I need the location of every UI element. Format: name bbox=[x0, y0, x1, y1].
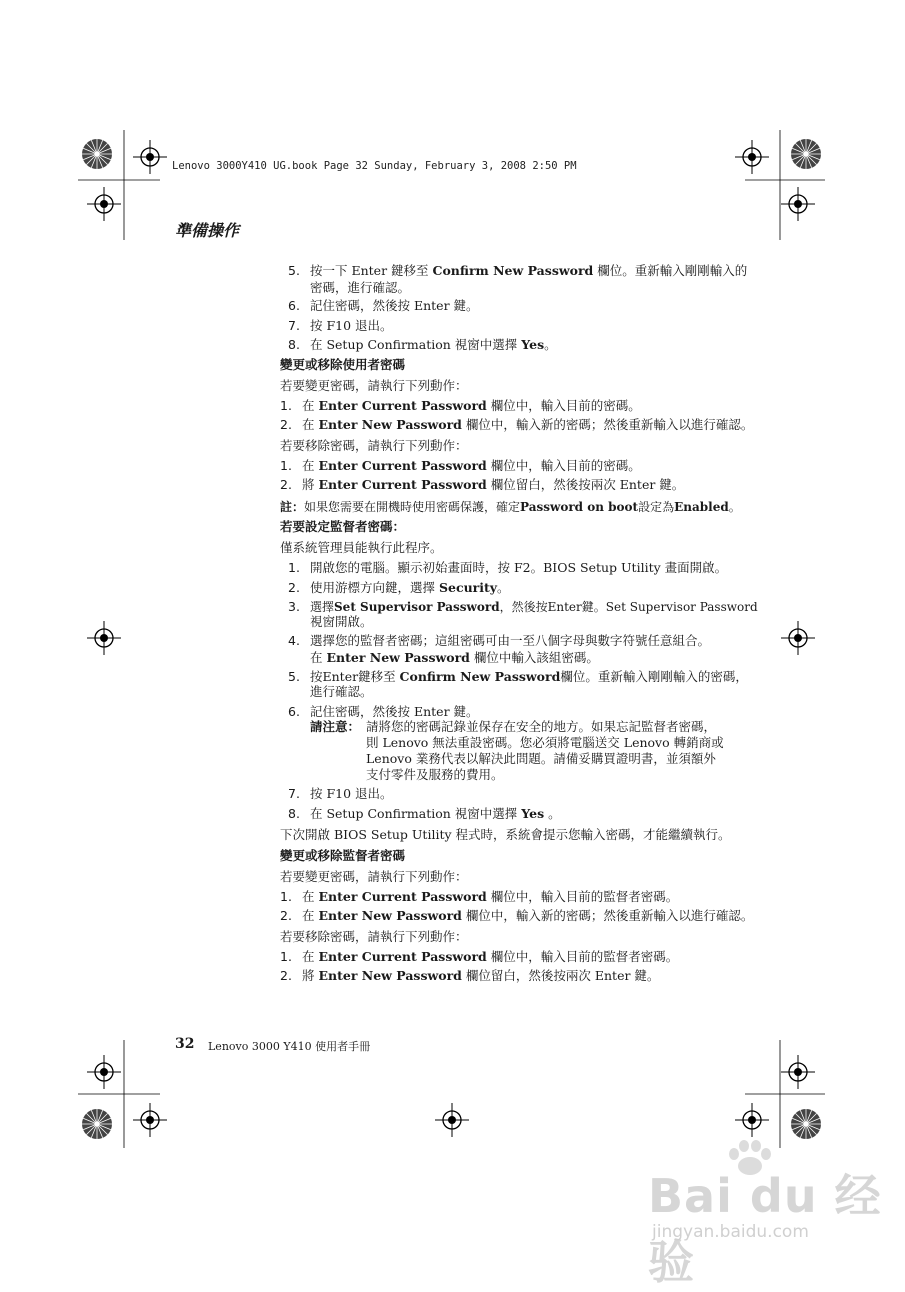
paragraph: 若要變更密碼，請執行下列動作： bbox=[280, 869, 468, 884]
list-item: 將 Enter New Password 欄位留白，然後按兩次 Enter 鍵。 bbox=[302, 968, 660, 983]
registration-mark-icon bbox=[87, 1055, 121, 1089]
list-item: 在 Setup Confirmation 視窗中選擇 Yes 。 bbox=[310, 806, 561, 821]
list-item: 記住密碼，然後按 Enter 鍵。 bbox=[310, 298, 479, 313]
step-number: 1. bbox=[280, 398, 292, 413]
registration-mark-icon bbox=[735, 1103, 769, 1137]
step-number: 2. bbox=[280, 908, 292, 923]
registration-mark-icon bbox=[781, 187, 815, 221]
list-item: 在 Enter Current Password 欄位中，輸入目前的監督者密碼。 bbox=[302, 889, 679, 904]
list-item: 在 Setup Confirmation 視窗中選擇 Yes。 bbox=[310, 337, 557, 352]
list-item: 將 Enter Current Password 欄位留白，然後按兩次 Enter 鍵。 bbox=[302, 477, 685, 492]
step-number: 2. bbox=[280, 968, 292, 983]
caution-text: 則 Lenovo 無法重設密碼。您必須將電腦送交 Lenovo 轉銷商或 bbox=[366, 735, 724, 750]
list-item-continuation: 進行確認。 bbox=[310, 684, 373, 699]
list-item: 使用游標方向鍵，選擇 Security。 bbox=[310, 580, 510, 595]
registration-mark-icon bbox=[781, 1055, 815, 1089]
step-number: 8. bbox=[288, 337, 300, 352]
paragraph: 若要移除密碼，請執行下列動作： bbox=[280, 438, 468, 453]
step-number: 1. bbox=[280, 889, 292, 904]
manual-title: Lenovo 3000 Y410 使用者手冊 bbox=[208, 1040, 371, 1053]
caution-text: Lenovo 業務代表以解決此問題。請備妥購買證明書，並須額外 bbox=[366, 751, 716, 766]
registration-mark-icon bbox=[435, 1103, 469, 1137]
step-number: 2. bbox=[288, 580, 300, 595]
list-item-continuation: 在 Enter New Password 欄位中輸入該組密碼。 bbox=[310, 650, 599, 665]
registration-mark-icon bbox=[781, 621, 815, 655]
step-number: 6. bbox=[288, 298, 300, 313]
registration-mark-icon bbox=[87, 187, 121, 221]
step-number: 6. bbox=[288, 704, 300, 719]
list-item: 在 Enter New Password 欄位中，輸入新的密碼；然後重新輸入以進行確認。 bbox=[302, 417, 754, 432]
step-number: 3. bbox=[288, 599, 300, 614]
note: 註：如果您需要在開機時使用密碼保護，確定Password on boot設定為Enabled。 bbox=[280, 500, 741, 514]
step-number: 2. bbox=[280, 477, 292, 492]
page-number: 32 bbox=[175, 1036, 195, 1052]
book-info-header: Lenovo 3000Y410 UG.book Page 32 Sunday, February 3, 2008 2:50 PM bbox=[172, 160, 577, 172]
list-item: 選擇您的監督者密碼；這組密碼可由一至八個字母與數字符號任意組合。 bbox=[310, 633, 711, 648]
list-item: 按 F10 退出。 bbox=[310, 318, 393, 333]
section-heading: 變更或移除監督者密碼 bbox=[280, 848, 406, 863]
paragraph: 僅系統管理員能執行此程序。 bbox=[280, 540, 443, 555]
step-number: 7. bbox=[288, 318, 300, 333]
registration-burst-icon bbox=[791, 1109, 821, 1139]
step-number: 2. bbox=[280, 417, 292, 432]
section-heading: 變更或移除使用者密碼 bbox=[280, 357, 406, 372]
chapter-title: 準備操作 bbox=[175, 221, 240, 240]
list-item-continuation: 視窗開啟。 bbox=[310, 614, 373, 629]
registration-mark-icon bbox=[133, 1103, 167, 1137]
list-item: 選擇Set Supervisor Password，然後按Enter鍵。Set Supervisor Password bbox=[310, 600, 758, 614]
list-item: 在 Enter Current Password 欄位中，輸入目前的密碼。 bbox=[302, 458, 641, 473]
step-number: 7. bbox=[288, 786, 300, 801]
list-item: 在 Enter Current Password 欄位中，輸入目前的監督者密碼。 bbox=[302, 949, 679, 964]
registration-mark-icon bbox=[735, 140, 769, 174]
step-number: 8. bbox=[288, 806, 300, 821]
list-item: 記住密碼，然後按 Enter 鍵。 bbox=[310, 704, 479, 719]
registration-burst-icon bbox=[82, 139, 112, 169]
paragraph: 若要移除密碼，請執行下列動作： bbox=[280, 929, 468, 944]
registration-burst-icon bbox=[791, 139, 821, 169]
step-number: 5. bbox=[288, 669, 300, 684]
caution-text: 支付零件及服務的費用。 bbox=[366, 767, 504, 782]
step-number: 4. bbox=[288, 633, 300, 648]
list-item: 在 Enter New Password 欄位中，輸入新的密碼；然後重新輸入以進行確認。 bbox=[302, 908, 754, 923]
watermark-url: jingyan.baidu.com bbox=[652, 1222, 809, 1242]
list-item: 按 F10 退出。 bbox=[310, 786, 393, 801]
list-item: 在 Enter Current Password 欄位中，輸入目前的密碼。 bbox=[302, 398, 641, 413]
list-item: 開啟您的電腦。顯示初始畫面時，按 F2。BIOS Setup Utility 畫面開啟。 bbox=[310, 560, 728, 575]
watermark-brand: Bai du 经验 bbox=[648, 1169, 882, 1289]
list-item-continuation: 密碼，進行確認。 bbox=[310, 280, 411, 295]
caution-label: 請注意： bbox=[310, 719, 361, 734]
list-item: 按一下 Enter 鍵移至 Confirm New Password 欄位。重新輸入剛剛輸入的 bbox=[310, 263, 748, 278]
registration-mark-icon bbox=[133, 140, 167, 174]
step-number: 1. bbox=[280, 458, 292, 473]
step-number: 1. bbox=[288, 560, 300, 575]
caution-text: 請將您的密碼記錄並保存在安全的地方。如果忘記監督者密碼， bbox=[366, 719, 717, 734]
step-number: 5. bbox=[288, 263, 300, 278]
section-heading: 若要設定監督者密碼： bbox=[280, 519, 406, 534]
paragraph: 若要變更密碼，請執行下列動作： bbox=[280, 378, 468, 393]
list-item: 按Enter鍵移至 Confirm New Password欄位。重新輸入剛剛輸入的密碼， bbox=[310, 669, 748, 684]
registration-burst-icon bbox=[82, 1109, 112, 1139]
paragraph: 下次開啟 BIOS Setup Utility 程式時，系統會提示您輸入密碼，才能繼續執行。 bbox=[280, 827, 731, 842]
step-number: 1. bbox=[280, 949, 292, 964]
registration-mark-icon bbox=[87, 621, 121, 655]
